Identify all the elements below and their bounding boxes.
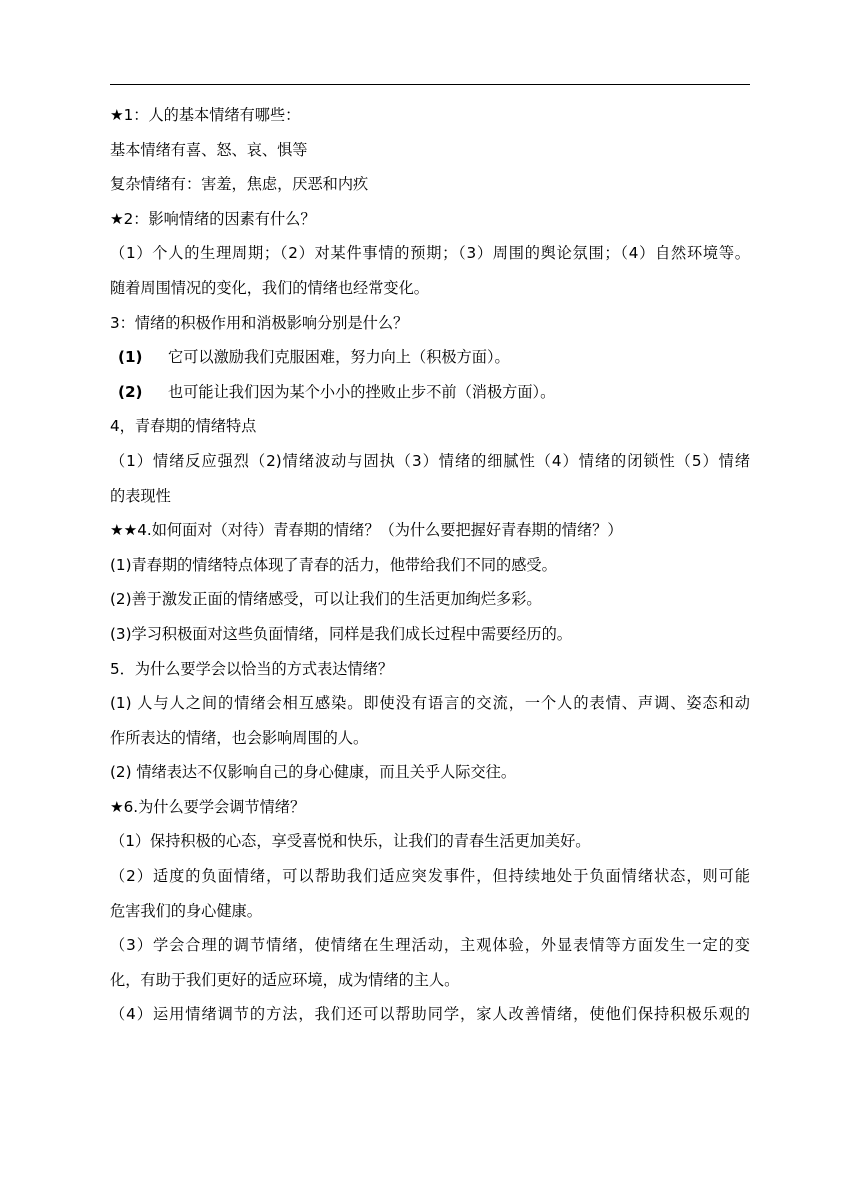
q3-heading: 3：情绪的积极作用和消极影响分别是什么？ xyxy=(110,313,409,332)
q5-point-1-cont: 作所表达的情绪，也会影响周围的人。 xyxy=(110,728,369,747)
q4b-point-2: (2)善于激发正面的情绪感受，可以让我们的生活更加绚烂多彩。 xyxy=(110,590,542,609)
q1-heading: ★1：人的基本情绪有哪些： xyxy=(110,106,301,124)
q3-item-number: (1) xyxy=(118,348,143,367)
q5-point-2: (2) 情绪表达不仅影响自己的身心健康，而且关乎人际交往。 xyxy=(110,763,517,782)
q2-factors: （1）个人的生理周期；（2）对某件事情的预期；（3）周围的舆论氛围；（4）自然环境等。 xyxy=(110,244,750,263)
document-body xyxy=(110,98,750,1032)
q3-item-negative xyxy=(110,375,750,410)
q5-point-1: (1) 人与人之间的情绪会相互感染。即使没有语言的交流，一个人的表情、声调、姿态和动 xyxy=(110,694,750,713)
q1-basic-emotions: 基本情绪有喜、怒、哀、惧等 xyxy=(110,140,308,159)
q4b-heading: ★★4.如何面对（对待）青春期的情绪？（为什么要把握好青春期的情绪？） xyxy=(110,521,623,540)
q6-point-3-cont: 化，有助于我们更好的适应环境，成为情绪的主人。 xyxy=(110,970,460,989)
q4-heading: 4，青春期的情绪特点 xyxy=(110,417,257,436)
header-rule xyxy=(110,84,750,85)
q4b-point-1: (1)青春期的情绪特点体现了青春的活力，他带给我们不同的感受。 xyxy=(110,555,557,574)
q4-features-cont: 的表现性 xyxy=(110,486,171,505)
q3-item-number: (2) xyxy=(118,382,143,401)
q3-item-text: 也可能让我们因为某个小小的挫败止步不前（消极方面）。 xyxy=(168,382,556,401)
q6-point-2-cont: 危害我们的身心健康。 xyxy=(110,901,262,920)
q4b-point-3: (3)学习积极面对这些负面情绪，同样是我们成长过程中需要经历的。 xyxy=(110,624,572,643)
q5-heading: 5．为什么要学会以恰当的方式表达情绪？ xyxy=(110,659,394,678)
q6-point-3: （3）学会合理的调节情绪，使情绪在生理活动，主观体验，外显表情等方面发生一定的变 xyxy=(110,936,750,955)
q2-heading: ★2：影响情绪的因素有什么？ xyxy=(110,209,316,228)
q6-point-2: （2）适度的负面情绪，可以帮助我们适应突发事件，但持续地处于负面情绪状态，则可能 xyxy=(110,867,750,886)
q6-point-4: （4）运用情绪调节的方法，我们还可以帮助同学，家人改善情绪，使他们保持积极乐观的 xyxy=(110,1005,750,1024)
q3-item-positive xyxy=(110,340,750,375)
q6-heading: ★6.为什么要学会调节情绪？ xyxy=(110,797,306,816)
q2-conclusion: 随着周围情况的变化，我们的情绪也经常变化。 xyxy=(110,278,429,297)
q4-features: （1）情绪反应强烈（2)情绪波动与固执（3）情绪的细腻性（4）情绪的闭锁性（5）情绪 xyxy=(110,451,750,470)
q6-point-1: （1）保持积极的心态，享受喜悦和快乐，让我们的青春生活更加美好。 xyxy=(110,832,591,851)
q3-item-text: 它可以激励我们克服困难，努力向上（积极方面）。 xyxy=(168,348,510,367)
q1-complex-emotions: 复杂情绪有：害羞，焦虑，厌恶和内疚 xyxy=(110,175,369,194)
